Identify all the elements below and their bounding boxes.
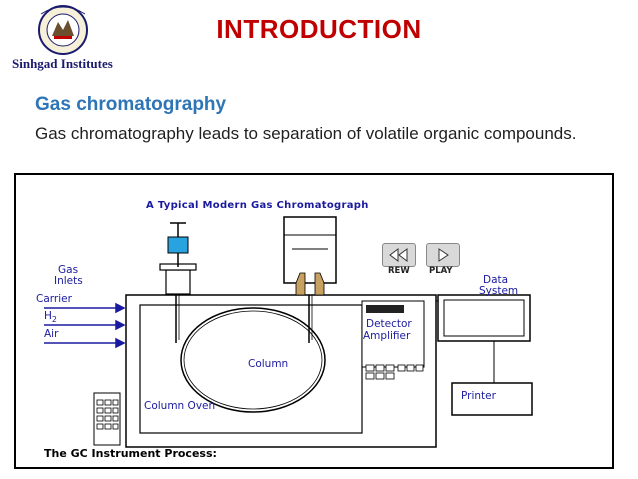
logo-text: Sinhgad Institutes [12, 56, 113, 71]
diagram-caption: The GC Instrument Process: [44, 447, 217, 460]
label-detector: Detector [366, 318, 412, 330]
section-heading: Gas chromatography [35, 94, 227, 115]
label-column: Column [248, 358, 289, 370]
gc-diagram-drawing [16, 175, 612, 467]
rewind-icon [383, 244, 415, 266]
rewind-button[interactable] [382, 243, 416, 267]
label-gas: Gas [58, 264, 79, 276]
slide-title: INTRODUCTION [216, 14, 422, 44]
syringe-icon [168, 237, 188, 253]
rew-label: REW [388, 266, 410, 276]
label-column-oven: Column Oven [144, 400, 216, 412]
injector-port [166, 270, 190, 294]
label-h2 [44, 311, 57, 325]
label-amplifier: Amplifier [363, 330, 411, 342]
gc-diagram [14, 173, 614, 469]
diagram-title: A Typical Modern Gas Chromatograph [146, 200, 369, 211]
label-printer: Printer [461, 390, 496, 402]
play-label: PLAY [429, 266, 453, 276]
play-button[interactable] [426, 243, 460, 267]
detector-housing [284, 217, 336, 283]
label-system: System [479, 285, 519, 297]
play-icon [427, 244, 459, 266]
label-air: Air [44, 328, 59, 340]
label-h2-sub: 2 [51, 315, 57, 325]
label-inlets: Inlets [54, 275, 83, 287]
label-data: Data [483, 274, 509, 286]
label-h2-base: H [44, 310, 52, 322]
label-carrier: Carrier [36, 293, 72, 305]
body-paragraph: Gas chromatography leads to separation of volatile organic compounds. [35, 124, 577, 143]
